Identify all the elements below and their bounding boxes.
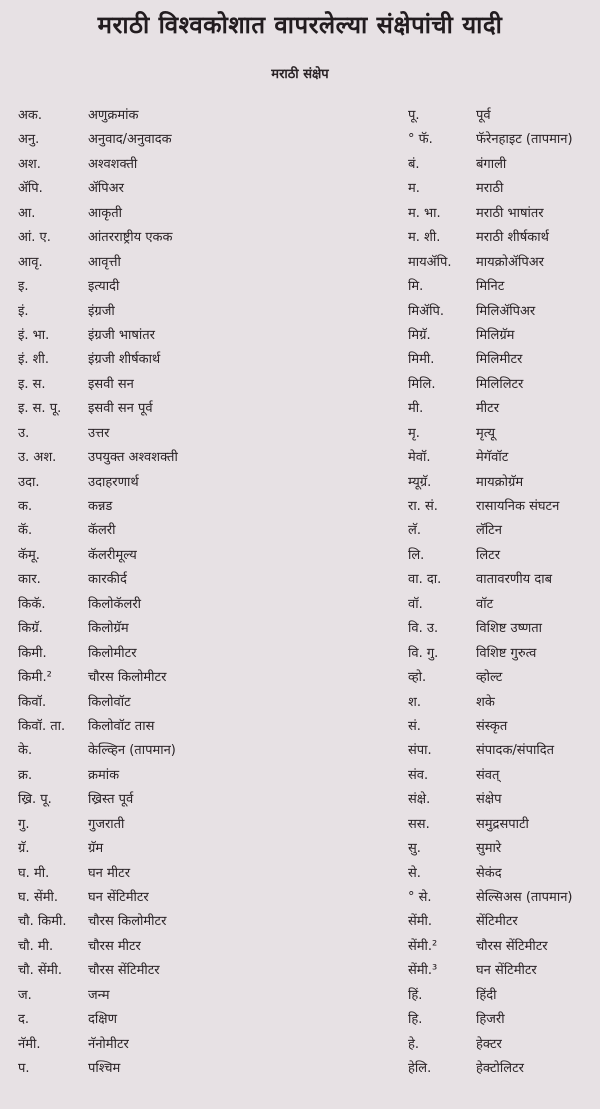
abbreviation-entry [408,522,600,546]
abbreviation-text: लॅ. [408,523,421,539]
abbreviation-meaning: फॅरेनहाइट (तापमान) [476,132,573,148]
abbreviation-entry [18,718,318,742]
abbreviation-entry [18,571,318,595]
abbreviation-text: उ. अश. [18,450,57,466]
abbreviation-meaning: सेंटिमीटर [476,914,518,930]
abbreviation-text: संव. [408,767,429,783]
abbreviation-meaning: मायक्रोॲपिअर [476,254,544,270]
abbreviation-text: उदा. [18,474,40,490]
abbreviation-meaning: किलोग्रॅम [88,621,129,637]
abbreviation-entry [18,865,318,889]
abbreviation-meaning: इसवी सन [88,376,134,392]
abbreviation-meaning: घन सेंटिमीटर [88,890,149,905]
abbreviation-text: किमी. [18,645,47,661]
abbreviation-meaning: मायक्रोग्रॅम [476,474,524,490]
abbreviation-entry [408,205,600,229]
abbreviation-text: के. [18,743,33,759]
abbreviation-entry [408,816,600,840]
abbreviation-meaning: सेल्सिअस (तापमान) [476,890,573,905]
abbreviation-entry [18,1036,318,1060]
abbreviation-text: म. [408,181,420,197]
abbreviation-text: कॅ. [18,523,33,539]
abbreviation-text: क्र. [18,767,33,783]
abbreviation-meaning: चौरस सेंटिमीटर [88,963,160,979]
abbreviation-text: उ. [18,425,30,441]
abbreviation-text: वि. उ. [408,621,439,637]
abbreviation-entry [18,596,318,620]
abbreviation-entry [18,547,318,571]
abbreviation-text: लि. [408,547,425,563]
abbreviation-entry [408,938,600,962]
abbreviation-entry [408,987,600,1011]
abbreviation-entry [18,1060,318,1084]
abbreviation-meaning: पश्चिम [88,1061,121,1077]
abbreviation-text: हि. [408,1012,423,1028]
abbreviation-entry [408,1011,600,1035]
abbreviation-text: किकॅ. [18,596,46,612]
abbreviation-meaning: अणुक्रमांक [88,108,139,123]
abbreviation-entry [18,694,318,718]
abbreviation-meaning: घन सेंटिमीटर [476,963,537,979]
abbreviation-meaning: मराठी शीर्षकार्थ [476,230,549,246]
abbreviation-text: मि. [408,279,424,295]
abbreviation-entry [408,645,600,669]
abbreviation-text: अक. [18,108,43,123]
abbreviation-meaning: किलोमीटर [88,645,137,661]
abbreviation-text: अनु. [18,132,40,148]
abbreviation-meaning: जन्म [88,987,110,1003]
abbreviation-meaning: चौरस किलोमीटर [88,670,167,686]
abbreviation-text: रा. सं. [408,499,438,514]
abbreviation-meaning: आंतरराष्ट्रीय एकक [88,230,173,246]
abbreviation-text: हिं. [408,987,423,1003]
abbreviation-meaning: विशिष्ट गुरुत्व [476,645,537,661]
abbreviation-meaning: किलोवॉट [88,694,131,710]
abbreviation-meaning: ख्रिस्त पूर्व [88,792,134,808]
abbreviation-entry [408,571,600,595]
abbreviation-text: इं. शी. [18,352,49,368]
abbreviation-meaning: कॅलरीमूल्य [88,547,137,563]
abbreviation-entry [18,474,318,498]
abbreviation-meaning: कारकीर्द [88,572,127,588]
abbreviation-text: इं. [18,303,29,319]
abbreviation-text: म. भा. [408,205,441,221]
abbreviation-meaning: लिटर [476,547,501,563]
abbreviation-entry [18,938,318,962]
abbreviation-meaning: मीटर [476,401,500,417]
abbreviation-text: इं. भा. [18,327,50,343]
abbreviation-entry [18,913,318,937]
abbreviation-entry [18,376,318,400]
abbreviation-text: वॉ. [408,596,423,612]
abbreviation-meaning: शके [476,694,495,710]
abbreviation-meaning: विशिष्ट उष्णता [476,621,543,637]
abbreviation-meaning: ॲपिअर [88,181,124,197]
abbreviation-entry [408,180,600,204]
abbreviation-entry [408,742,600,766]
abbreviation-entry [18,449,318,473]
abbreviation-entry [408,718,600,742]
abbreviation-meaning: किलोकॅलरी [88,596,142,612]
section-subtitle: मराठी संक्षेप [271,67,329,82]
abbreviation-text: चौ. मी. [18,938,54,954]
abbreviation-meaning: इंग्रजी शीर्षकार्थ [88,352,161,368]
abbreviation-meaning: व्होल्ट [476,670,503,686]
abbreviation-text: इ. स. पू. [18,401,62,417]
abbreviation-text: क. [18,499,33,514]
abbreviation-entry [18,351,318,375]
abbreviation-meaning: रासायनिक संघटन [476,499,560,514]
abbreviation-text: ज. [18,987,32,1003]
abbreviation-meaning: नॅनोमीटर [88,1036,129,1052]
page-title: मराठी विश्वकोशात वापरलेल्या संक्षेपांची यादी [97,11,503,39]
abbreviation-text: चौ. सेंमी. [18,963,62,979]
abbreviation-meaning: क्रमांक [88,767,120,783]
abbreviation-meaning: अश्वशक्ती [88,156,138,172]
abbreviation-entry [18,522,318,546]
abbreviation-entry [408,400,600,424]
abbreviation-meaning: हेक्टर [476,1036,502,1052]
abbreviation-entry [408,449,600,473]
abbreviation-entry [18,889,318,913]
abbreviation-text: सेंमी.³ [408,963,438,979]
abbreviation-entry [18,254,318,278]
abbreviation-text: घ. सेंमी. [18,890,59,905]
abbreviation-meaning: वॉट [476,596,494,612]
abbreviation-meaning: मिलिॲपिअर [476,303,536,319]
abbreviation-meaning: इंग्रजी भाषांतर [88,327,155,343]
abbreviation-text: ° फॅ. [408,132,433,148]
abbreviation-entry [408,425,600,449]
abbreviation-text: संपा. [408,743,432,759]
abbreviation-text: मिग्रॅ. [408,327,431,343]
abbreviation-entry [408,278,600,302]
abbreviation-text: मेवॉ. [408,450,431,466]
abbreviation-text: बं. [408,156,420,172]
abbreviation-meaning: मराठी [476,181,504,197]
abbreviation-text: चौ. किमी. [18,914,67,930]
abbreviation-meaning: ग्रॅम [88,841,104,857]
abbreviation-entry [18,498,318,522]
abbreviation-text: संक्षे. [408,792,431,808]
abbreviation-text: घ. मी. [18,865,50,881]
abbreviation-meaning: संक्षेप [476,792,502,808]
abbreviation-meaning: मराठी भाषांतर [476,205,544,221]
abbreviation-entry [408,767,600,791]
abbreviation-meaning: घन मीटर [88,865,131,881]
abbreviation-text: गु. [18,816,30,832]
abbreviation-text: मृ. [408,425,420,441]
abbreviation-text: कार. [18,572,41,588]
abbreviation-meaning: मेगॅवॉट [476,450,509,466]
abbreviation-entry [18,425,318,449]
abbreviation-meaning: संवत् [476,767,500,783]
abbreviation-entry [408,156,600,180]
abbreviation-entry [18,229,318,253]
abbreviation-text: से. [408,865,421,881]
abbreviation-text: ° से. [408,890,432,905]
abbreviation-meaning: हेक्टोलिटर [476,1061,524,1077]
abbreviation-entry [408,474,600,498]
abbreviation-entry [18,767,318,791]
abbreviation-meaning: किलोवॉट तास [88,718,155,734]
abbreviation-text: इ. स. [18,376,46,392]
abbreviation-text: आं. ए. [18,230,51,246]
abbreviation-entry [408,840,600,864]
abbreviation-entry [408,254,600,278]
abbreviation-text: सस. [408,816,430,832]
abbreviation-text: हेलि. [408,1061,432,1077]
abbreviation-entry [18,620,318,644]
abbreviation-meaning: मिलिलिटर [476,376,524,392]
abbreviation-text: कॅमू. [18,547,40,563]
abbreviation-meaning: उपयुक्त अश्वशक्ती [88,450,178,466]
abbreviation-meaning: आवृत्ती [88,254,121,270]
abbreviation-entry [18,1011,318,1035]
abbreviation-entry [18,131,318,155]
abbreviation-meaning: चौरस सेंटिमीटर [476,938,548,954]
abbreviation-text: किग्रॅ. [18,621,43,637]
abbreviation-text: व्हो. [408,670,427,686]
abbreviation-text: मिमी. [408,352,435,368]
abbreviation-entry [18,156,318,180]
abbreviation-column-left [18,107,318,1085]
abbreviation-text: द. [18,1012,30,1028]
abbreviation-entry [18,303,318,327]
abbreviation-meaning: सुमारे [476,841,502,857]
abbreviation-meaning: लॅटिन [476,523,502,539]
abbreviation-meaning: दक्षिण [88,1012,117,1028]
abbreviation-meaning: केल्व्हिन (तापमान) [88,743,176,759]
abbreviation-entry [408,694,600,718]
abbreviation-meaning: कन्नड [88,499,113,514]
abbreviation-entry [18,962,318,986]
abbreviation-text: आ. [18,205,36,221]
abbreviation-meaning: कॅलरी [88,523,116,539]
abbreviation-entry [408,865,600,889]
abbreviation-text: वि. गु. [408,645,439,661]
abbreviation-text: सं. [408,718,421,734]
abbreviation-meaning: हिंदी [476,987,497,1003]
abbreviation-entry [408,327,600,351]
abbreviation-entry [18,327,318,351]
abbreviation-entry [408,498,600,522]
abbreviation-entry [18,400,318,424]
abbreviation-entry [408,791,600,815]
abbreviation-text: नॅमी. [18,1036,41,1052]
abbreviation-text: सेंमी. [408,914,433,930]
abbreviation-meaning: अनुवाद/अनुवादक [88,132,172,148]
abbreviation-entry [18,107,318,131]
abbreviation-meaning: बंगाली [476,156,507,172]
abbreviation-text: अश. [18,156,41,172]
abbreviation-column-right [408,107,600,1085]
abbreviation-text: मी. [408,401,424,417]
abbreviation-entry [408,913,600,937]
abbreviation-meaning: समुद्रसपाटी [476,816,529,832]
abbreviation-meaning: उदाहरणार्थ [88,474,139,490]
abbreviation-entry [18,840,318,864]
abbreviation-entry [408,889,600,913]
abbreviation-meaning: पूर्व [476,108,491,123]
abbreviation-text: सेंमी.² [408,938,438,954]
abbreviation-entry [18,645,318,669]
abbreviation-meaning: उत्तर [88,425,110,441]
abbreviation-meaning: चौरस किलोमीटर [88,914,167,930]
abbreviation-text: आवृ. [18,254,43,270]
abbreviation-text: म्यूग्रॅ. [408,474,432,490]
abbreviation-entry [408,620,600,644]
abbreviation-text: पू. [408,108,420,123]
abbreviation-text: श. [408,694,421,710]
abbreviation-entry [18,180,318,204]
abbreviation-entry [408,303,600,327]
abbreviation-text: हे. [408,1036,420,1052]
abbreviation-entry [18,205,318,229]
abbreviation-entry [408,596,600,620]
abbreviation-entry [18,791,318,815]
abbreviation-entry [408,669,600,693]
abbreviation-text: मिॲपि. [408,303,444,319]
abbreviation-text: सु. [408,841,421,857]
abbreviation-entry [18,816,318,840]
abbreviation-entry [408,1060,600,1084]
abbreviation-text: ग्रॅ. [18,841,30,857]
abbreviation-meaning: गुजराती [88,816,125,832]
abbreviation-meaning: सेकंद [476,865,502,881]
abbreviation-text: वा. दा. [408,572,442,588]
abbreviation-entry [18,742,318,766]
abbreviation-entry [408,376,600,400]
abbreviation-text: म. शी. [408,230,441,246]
abbreviation-text: किमी.² [18,670,52,686]
abbreviation-meaning: संस्कृत [476,718,508,734]
abbreviation-meaning: मिनिट [476,279,505,295]
abbreviation-entry [18,278,318,302]
abbreviation-meaning: मृत्यू [476,425,496,441]
abbreviation-meaning: वातावरणीय दाब [476,572,553,588]
abbreviation-meaning: इत्यादी [88,279,120,295]
abbreviation-text: प. [18,1061,30,1077]
abbreviation-text: इ. [18,279,29,295]
abbreviation-text: मायॲपि. [408,254,452,270]
abbreviation-meaning: इसवी सन पूर्व [88,401,153,417]
abbreviation-entry [18,987,318,1011]
abbreviation-text: किवॉ. [18,694,47,710]
abbreviation-entry [408,547,600,571]
abbreviation-entry [408,351,600,375]
abbreviation-meaning: मिलिग्रॅम [476,327,515,343]
abbreviation-entry [408,1036,600,1060]
abbreviation-entry [408,962,600,986]
abbreviation-meaning: चौरस मीटर [88,938,141,954]
abbreviation-meaning: इंग्रजी [88,303,115,319]
abbreviation-entry [408,131,600,155]
abbreviation-text: ख्रि. पू. [18,792,52,808]
abbreviation-entry [408,229,600,253]
abbreviation-meaning: मिलिमीटर [476,352,523,368]
abbreviation-meaning: संपादक/संपादित [476,743,555,759]
abbreviation-text: किवॉ. ता. [18,718,66,734]
abbreviation-meaning: आकृती [88,205,123,221]
abbreviation-entry [408,107,600,131]
abbreviation-meaning: हिजरी [476,1012,505,1028]
abbreviation-text: मिलि. [408,376,436,392]
abbreviation-entry [18,669,318,693]
abbreviation-text: ॲपि. [18,181,43,197]
